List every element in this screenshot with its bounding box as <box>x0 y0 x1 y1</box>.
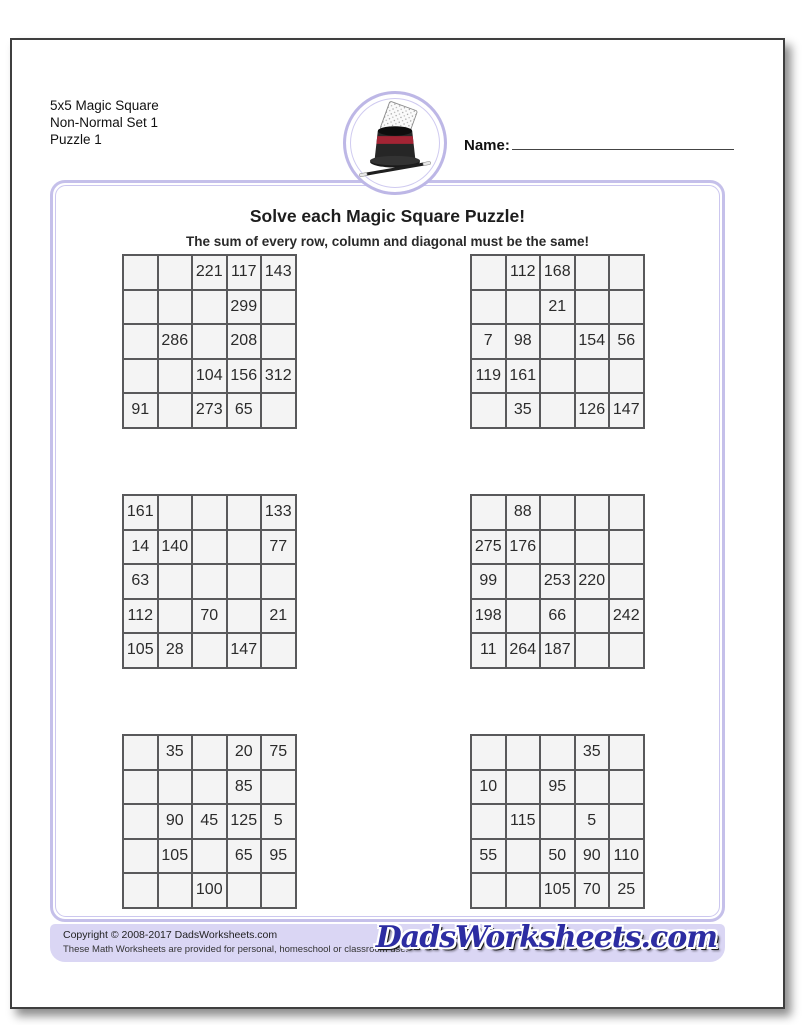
grid-cell-empty <box>123 770 158 805</box>
grid-cell-empty <box>575 770 610 805</box>
grid-cell-empty <box>609 495 644 530</box>
grid-cell-empty <box>506 290 541 325</box>
grid-row <box>471 599 644 634</box>
grid-cell-filled: 20 <box>227 735 262 770</box>
grid-cell-filled: 133 <box>261 495 296 530</box>
magic-square-table <box>470 494 645 669</box>
grid-row <box>471 393 644 428</box>
grid-cell-empty <box>609 770 644 805</box>
grid-cell-filled: 161 <box>506 359 541 394</box>
grid-cell-filled: 21 <box>261 599 296 634</box>
worksheet-set-label: Non-Normal Set 1 <box>50 115 159 130</box>
grid-cell-empty <box>123 804 158 839</box>
grid-row <box>123 290 296 325</box>
grid-cell-filled: 7 <box>471 324 506 359</box>
grid-cell-filled: 14 <box>123 530 158 565</box>
grid-row <box>123 530 296 565</box>
worksheet-type-label: 5x5 Magic Square <box>50 98 159 113</box>
grid-cell-empty <box>506 564 541 599</box>
grid-cell-empty <box>506 770 541 805</box>
grid-row <box>471 633 644 668</box>
grid-row <box>123 564 296 599</box>
grid-cell-empty <box>158 770 193 805</box>
copyright-text: Copyright © 2008-2017 DadsWorksheets.com <box>63 929 278 941</box>
grid-cell-filled: 50 <box>540 839 575 874</box>
grid-cell-filled: 312 <box>261 359 296 394</box>
grid-cell-filled: 5 <box>575 804 610 839</box>
grid-row <box>471 804 644 839</box>
grid-cell-empty <box>261 393 296 428</box>
grid-row <box>471 359 644 394</box>
grid-cell-filled: 176 <box>506 530 541 565</box>
grid-cell-empty <box>575 359 610 394</box>
grid-cell-filled: 95 <box>261 839 296 874</box>
footer-band <box>50 920 725 962</box>
grid-row <box>123 873 296 908</box>
magic-square-table <box>122 734 297 909</box>
grid-cell-filled: 65 <box>227 839 262 874</box>
grid-cell-empty <box>227 564 262 599</box>
grid-row <box>123 633 296 668</box>
grid-row <box>471 495 644 530</box>
grid-cell-empty <box>123 735 158 770</box>
grid-cell-filled: 28 <box>158 633 193 668</box>
magic-square-puzzle-5 <box>122 734 297 909</box>
worksheet-header <box>50 97 159 148</box>
grid-cell-filled: 63 <box>123 564 158 599</box>
grid-cell-filled: 35 <box>575 735 610 770</box>
grid-cell-empty <box>158 393 193 428</box>
grid-cell-empty <box>575 255 610 290</box>
grid-cell-empty <box>506 735 541 770</box>
grid-cell-filled: 95 <box>540 770 575 805</box>
grid-cell-empty <box>575 599 610 634</box>
grid-cell-empty <box>158 359 193 394</box>
grid-cell-filled: 147 <box>227 633 262 668</box>
grid-cell-filled: 56 <box>609 324 644 359</box>
grid-cell-empty <box>471 804 506 839</box>
grid-cell-filled: 117 <box>227 255 262 290</box>
grid-cell-filled: 104 <box>192 359 227 394</box>
name-blank-line <box>512 136 734 150</box>
magic-square-table <box>470 734 645 909</box>
grid-cell-empty <box>261 873 296 908</box>
grid-cell-empty <box>540 393 575 428</box>
name-label: Name: <box>464 137 510 154</box>
grid-cell-filled: 115 <box>506 804 541 839</box>
grid-cell-filled: 156 <box>227 359 262 394</box>
grid-cell-empty <box>123 255 158 290</box>
grid-cell-filled: 65 <box>227 393 262 428</box>
grid-cell-empty <box>158 495 193 530</box>
grid-row <box>123 839 296 874</box>
grid-cell-empty <box>575 495 610 530</box>
grid-row <box>123 359 296 394</box>
grid-row <box>471 770 644 805</box>
magic-square-table <box>122 494 297 669</box>
grid-cell-filled: 119 <box>471 359 506 394</box>
grid-cell-filled: 11 <box>471 633 506 668</box>
grid-cell-empty <box>192 495 227 530</box>
grid-cell-filled: 90 <box>575 839 610 874</box>
grid-cell-filled: 147 <box>609 393 644 428</box>
grid-row <box>123 393 296 428</box>
grid-cell-empty <box>540 735 575 770</box>
grid-row <box>471 255 644 290</box>
name-row <box>464 136 744 155</box>
grid-cell-empty <box>540 804 575 839</box>
grid-cell-filled: 66 <box>540 599 575 634</box>
grid-row <box>123 324 296 359</box>
grid-cell-filled: 126 <box>575 393 610 428</box>
magic-square-table <box>470 254 645 429</box>
grid-cell-empty <box>575 290 610 325</box>
grid-row <box>123 770 296 805</box>
grid-cell-filled: 198 <box>471 599 506 634</box>
magic-square-puzzle-3 <box>122 494 297 669</box>
grid-cell-filled: 253 <box>540 564 575 599</box>
grid-cell-filled: 105 <box>158 839 193 874</box>
grid-cell-empty <box>192 633 227 668</box>
grid-cell-filled: 143 <box>261 255 296 290</box>
grid-cell-empty <box>192 770 227 805</box>
grid-cell-filled: 45 <box>192 804 227 839</box>
grid-cell-empty <box>123 359 158 394</box>
grid-cell-empty <box>471 735 506 770</box>
grid-cell-empty <box>158 255 193 290</box>
grid-row <box>471 839 644 874</box>
grid-cell-empty <box>192 735 227 770</box>
grid-cell-filled: 125 <box>227 804 262 839</box>
grid-cell-filled: 140 <box>158 530 193 565</box>
grid-cell-filled: 25 <box>609 873 644 908</box>
grid-cell-empty <box>609 564 644 599</box>
grid-cell-filled: 91 <box>123 393 158 428</box>
grid-cell-filled: 105 <box>123 633 158 668</box>
grid-cell-empty <box>609 530 644 565</box>
grid-cell-filled: 75 <box>261 735 296 770</box>
grid-cell-empty <box>471 873 506 908</box>
grid-cell-empty <box>227 530 262 565</box>
grid-cell-empty <box>471 393 506 428</box>
grid-cell-filled: 273 <box>192 393 227 428</box>
grid-cell-empty <box>575 530 610 565</box>
grid-cell-filled: 98 <box>506 324 541 359</box>
grid-cell-empty <box>506 839 541 874</box>
grid-cell-filled: 220 <box>575 564 610 599</box>
grid-cell-empty <box>540 495 575 530</box>
grid-cell-empty <box>261 324 296 359</box>
grid-cell-empty <box>192 530 227 565</box>
grid-cell-filled: 112 <box>123 599 158 634</box>
grid-cell-empty <box>540 359 575 394</box>
grid-row <box>123 804 296 839</box>
grid-cell-filled: 286 <box>158 324 193 359</box>
grid-cell-filled: 70 <box>192 599 227 634</box>
grid-row <box>471 290 644 325</box>
grid-row <box>123 599 296 634</box>
grid-cell-filled: 35 <box>158 735 193 770</box>
grid-cell-empty <box>261 564 296 599</box>
grid-row <box>123 735 296 770</box>
grid-cell-empty <box>227 495 262 530</box>
grid-cell-filled: 21 <box>540 290 575 325</box>
grid-cell-filled: 35 <box>506 393 541 428</box>
grid-cell-filled: 5 <box>261 804 296 839</box>
grid-cell-empty <box>123 324 158 359</box>
site-logo: DadsWorksheets.com <box>375 920 717 955</box>
grid-cell-filled: 208 <box>227 324 262 359</box>
grid-cell-filled: 161 <box>123 495 158 530</box>
magic-square-puzzle-2 <box>470 254 645 429</box>
grid-cell-empty <box>158 599 193 634</box>
grid-cell-empty <box>540 324 575 359</box>
grid-cell-empty <box>192 290 227 325</box>
grid-cell-empty <box>261 770 296 805</box>
grid-cell-empty <box>609 359 644 394</box>
grid-cell-filled: 99 <box>471 564 506 599</box>
usage-text: These Math Worksheets are provided for personal, homeschool or classroom use. <box>63 944 409 955</box>
grid-cell-empty <box>506 599 541 634</box>
grid-cell-filled: 70 <box>575 873 610 908</box>
grid-cell-filled: 168 <box>540 255 575 290</box>
grid-cell-empty <box>227 599 262 634</box>
grid-cell-empty <box>609 633 644 668</box>
worksheet-puzzle-label: Puzzle 1 <box>50 132 102 147</box>
grid-row <box>471 530 644 565</box>
grid-cell-filled: 264 <box>506 633 541 668</box>
magic-square-puzzle-6 <box>470 734 645 909</box>
grid-cell-filled: 77 <box>261 530 296 565</box>
grid-cell-empty <box>609 735 644 770</box>
grid-cell-filled: 242 <box>609 599 644 634</box>
grid-cell-empty <box>609 255 644 290</box>
grid-cell-empty <box>192 564 227 599</box>
grid-cell-empty <box>192 839 227 874</box>
grid-cell-filled: 105 <box>540 873 575 908</box>
grid-cell-filled: 90 <box>158 804 193 839</box>
magic-square-table <box>122 254 297 429</box>
grid-cell-empty <box>506 873 541 908</box>
grid-cell-empty <box>123 873 158 908</box>
grid-cell-empty <box>471 495 506 530</box>
grid-cell-empty <box>123 290 158 325</box>
grid-cell-empty <box>471 290 506 325</box>
grid-cell-empty <box>471 255 506 290</box>
grid-row <box>471 324 644 359</box>
grid-cell-filled: 85 <box>227 770 262 805</box>
grid-cell-empty <box>227 873 262 908</box>
grid-row <box>471 564 644 599</box>
grid-row <box>471 735 644 770</box>
grid-row <box>123 255 296 290</box>
grid-cell-filled: 221 <box>192 255 227 290</box>
grid-cell-empty <box>261 633 296 668</box>
worksheet-title: Solve each Magic Square Puzzle! <box>249 206 526 226</box>
grid-cell-empty <box>609 290 644 325</box>
grid-cell-filled: 88 <box>506 495 541 530</box>
grid-cell-empty <box>609 804 644 839</box>
magic-hat-badge <box>343 91 447 195</box>
magic-square-puzzle-4 <box>470 494 645 669</box>
grid-row <box>123 495 296 530</box>
grid-cell-empty <box>158 290 193 325</box>
grid-cell-empty <box>158 873 193 908</box>
grid-cell-empty <box>575 633 610 668</box>
grid-cell-filled: 10 <box>471 770 506 805</box>
worksheet-page <box>10 38 785 1009</box>
grid-cell-filled: 299 <box>227 290 262 325</box>
grid-cell-empty <box>158 564 193 599</box>
grid-row <box>471 873 644 908</box>
grid-cell-filled: 154 <box>575 324 610 359</box>
grid-cell-filled: 110 <box>609 839 644 874</box>
grid-cell-filled: 187 <box>540 633 575 668</box>
grid-cell-empty <box>192 324 227 359</box>
worksheet-subtitle: The sum of every row, column and diagonal must be the same! <box>185 234 590 249</box>
magic-hat-icon <box>352 100 438 186</box>
magic-square-puzzle-1 <box>122 254 297 429</box>
grid-cell-filled: 100 <box>192 873 227 908</box>
grid-cell-empty <box>261 290 296 325</box>
grid-cell-empty <box>540 530 575 565</box>
grid-cell-filled: 55 <box>471 839 506 874</box>
grid-cell-filled: 275 <box>471 530 506 565</box>
grid-cell-filled: 112 <box>506 255 541 290</box>
grid-cell-empty <box>123 839 158 874</box>
